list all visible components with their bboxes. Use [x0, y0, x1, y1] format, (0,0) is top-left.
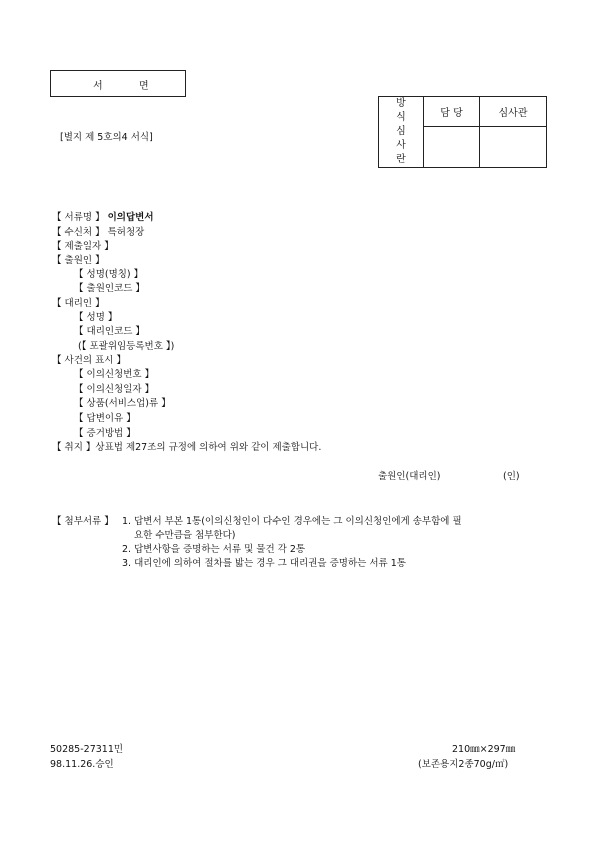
applicant-code-label: 【 출원인코드 】	[74, 283, 145, 294]
case-label: 【 사건의 표시 】	[52, 355, 126, 366]
agent-reg-label: (【 포괄위임등록번호 】)	[78, 341, 175, 352]
attachments-label: 【 첨부서류 】	[52, 516, 114, 527]
evidence-label: 【 증거방법 】	[74, 428, 136, 439]
case-number-label: 【 이의신청번호 】	[74, 369, 155, 380]
approval-cell-examiner[interactable]	[480, 127, 547, 168]
recipient-row	[52, 227, 144, 239]
purpose-text: 상표법 제27조의 규정에 의하여 위와 같이 제출합니다.	[95, 442, 322, 453]
agent-name-label: 【 성명 】	[74, 312, 118, 323]
goods-class-label: 【 상품(서비스업)류 】	[74, 398, 171, 409]
footer-approved: 98.11.26.승인	[50, 759, 114, 770]
form-title-box	[50, 70, 186, 97]
form-number: [별지 제 5호의4 서식]	[60, 132, 153, 143]
approval-col-manager: 담 당	[424, 97, 480, 127]
approval-table	[378, 96, 547, 168]
seal-mark: (인)	[503, 471, 520, 482]
recipient-value: 특허청장	[107, 227, 145, 238]
applicant-label: 【 출원인 】	[52, 255, 105, 266]
footer-code: 50285-27311민	[50, 744, 124, 755]
signature-label: 출원인(대리인)	[378, 471, 441, 482]
attachment-item-2: 2. 답변사항을 증명하는 서류 및 물건 각 2통	[122, 544, 306, 555]
approval-row-header: 방 식 심 사 란	[379, 97, 424, 168]
reason-label: 【 답변이유 】	[74, 413, 136, 424]
doc-name-row	[52, 212, 154, 224]
doc-name-value: 이의답변서	[107, 212, 154, 223]
recipient-label: 【 수신처 】	[52, 227, 105, 238]
title-char-2: 면	[139, 81, 149, 92]
applicant-name-label: 【 성명(명칭) 】	[74, 269, 144, 280]
doc-name-label: 【 서류명 】	[52, 212, 105, 223]
purpose-row	[52, 442, 321, 454]
footer-size: 210㎜×297㎜	[452, 744, 516, 755]
case-date-label: 【 이의신청일자 】	[74, 384, 155, 395]
agent-label: 【 대리인 】	[52, 298, 105, 309]
footer-paper: (보존용지2종70g/㎡)	[418, 759, 509, 770]
attachment-item-1: 1. 답변서 부본 1통(이의신청인이 다수인 경우에는 그 이의신청인에게 송부함에 필	[122, 516, 462, 527]
attachment-item-1-cont: 요한 수만큼을 첨부한다)	[134, 530, 236, 541]
attachment-item-3: 3. 대리인에 의하여 절차를 밟는 경우 그 대리권을 증명하는 서류 1통	[122, 558, 406, 569]
title-char-1: 서	[93, 81, 103, 92]
approval-cell-manager[interactable]	[424, 127, 480, 168]
purpose-label: 【 취지 】	[52, 442, 96, 453]
submit-date-label: 【 제출일자 】	[52, 241, 114, 252]
approval-col-examiner: 심사관	[480, 97, 547, 127]
agent-code-label: 【 대리인코드 】	[74, 326, 145, 337]
